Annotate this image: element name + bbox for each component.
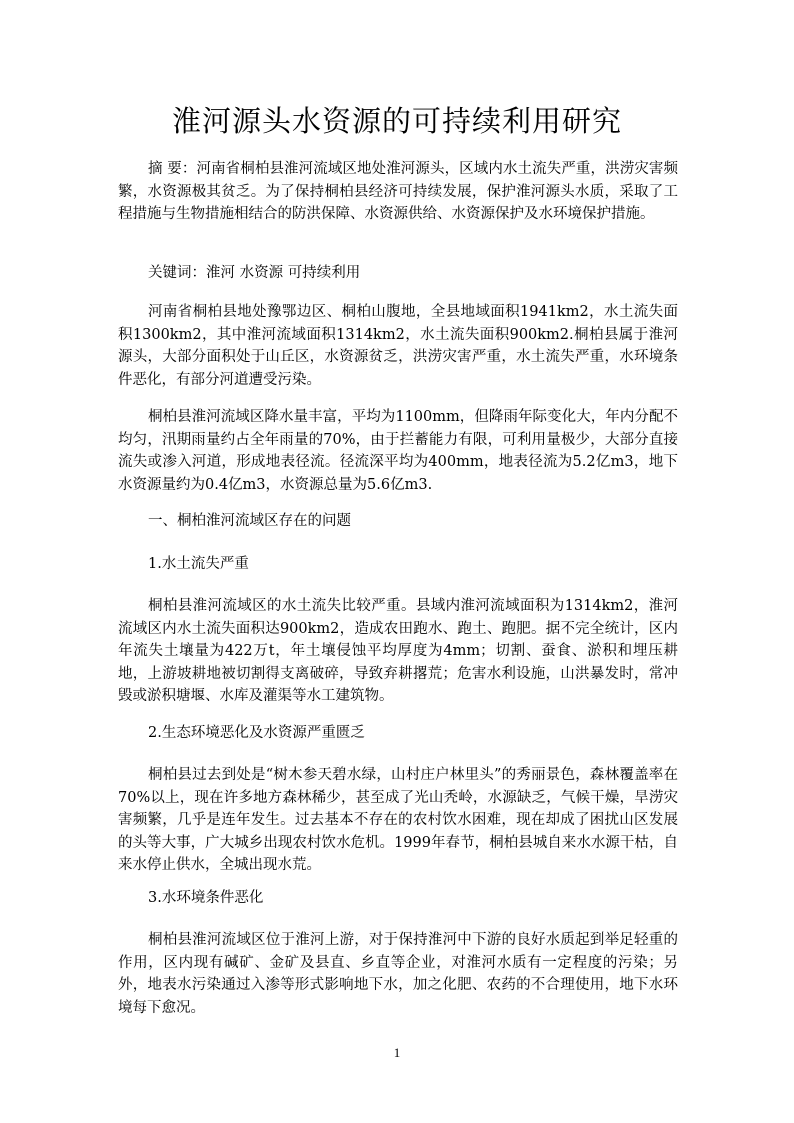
subsection-1-body: 桐柏县淮河流域区的水土流失比较严重。县域内淮河流域面积为1314km2，淮河流域区内水土流失面积达900km2，造成农田跑水、跑土、跑肥。据不完全统计，区内年流失土壤量为422万t，年土壤侵蚀平均厚度为4mm；切割、蚕食、淤积和埋压耕地，上游坡耕地被切割得支离破碎，导致弃耕撂荒；危害水利设施，山洪暴发时，常冲毁或淤积塘堰、水库及灌渠等水工建筑物。 [118,598,678,704]
section-1-heading: 一、桐柏淮河流域区存在的问题 [148,513,351,529]
subsection-3-heading: 3.水环境条件恶化 [148,890,264,906]
subsection-2-body: 桐柏县过去到处是“树木参天碧水绿，山村庄户林里头”的秀丽景色，森林覆盖率在70%以上，现在许多地方森林稀少，甚至成了光山秃岭，水源缺乏，气候干燥，旱涝灾害频繁，几乎是连年发生。过去基本不存在的农村饮水困难，现在却成了困扰山区发展的头等大事，广大城乡出现农村饮水危机。1999年春节，桐柏县城自来水水源干枯，自来水停止供水，全城出现水荒。 [118,767,678,873]
subsection-1-heading: 1.水土流失严重 [148,556,249,572]
intro-paragraph-2: 桐柏县淮河流域区降水量丰富，平均为1100mm，但降雨年际变化大，年内分配不均匀，汛期雨量约占全年雨量的70%，由于拦蓄能力有限，可利用量极少，大部分直接流失或渗入河道，形成地表径流。径流深平均为400mm，地表径流为5.2亿m3，地下水资源量约为0.4亿m3，水资源总量为5.6亿m3. [118,409,678,493]
page-number: 1 [393,1045,401,1060]
intro-paragraph-1: 河南省桐柏县地处豫鄂边区、桐柏山腹地，全县地域面积1941km2，水土流失面积1300km2，其中淮河流域面积1314km2，水土流失面积900km2.桐柏县属于淮河源头，大部分面积处于山丘区，水资源贫乏，洪涝灾害严重，水土流失严重，水环境条件恶化，有部分河道遭受污染。 [118,304,678,388]
keywords-line: 关键词：淮河 水资源 可持续利用 [148,265,361,281]
abstract-paragraph: 摘 要：河南省桐柏县淮河流域区地处淮河源头，区域内水土流失严重，洪涝灾害频繁，水资源极其贫乏。为了保持桐柏县经济可持续发展，保护淮河源头水质，采取了工程措施与生物措施相结合的防洪保障、水资源供给、水资源保护及水环境保护措施。 [118,161,678,222]
document-title: 淮河源头水资源的可持续利用研究 [171,104,622,138]
subsection-3-body: 桐柏县淮河流域区位于淮河上游，对于保持淮河中下游的良好水质起到举足轻重的作用，区内现有碱矿、金矿及县直、乡直等企业，对淮河水质有一定程度的污染；另外，地表水污染通过入渗等形式影响地下水，加之化肥、农药的不合理使用，地下水环境每下愈况。 [118,932,678,1016]
subsection-2-heading: 2.生态环境恶化及水资源严重匮乏 [148,725,365,741]
